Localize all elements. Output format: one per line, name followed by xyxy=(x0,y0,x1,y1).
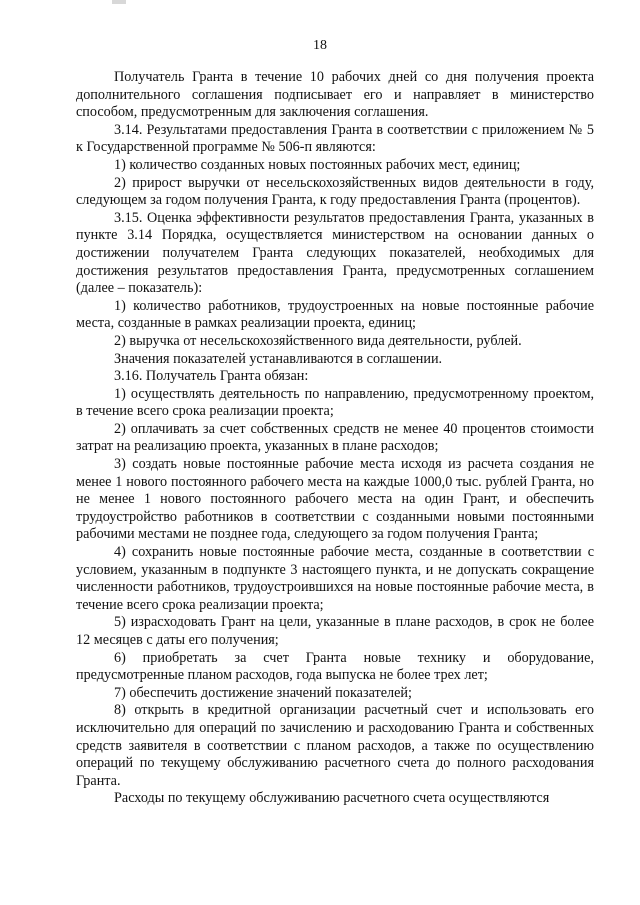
paragraph-grant-agreement-signing: Получатель Гранта в течение 10 рабочих дней со дня получения проекта дополнительного соглашения подписывает его и направляет в министерство способом, предусмотренным для заключения соглашения. xyxy=(76,69,594,121)
paragraph-3-14-results: 3.14. Результатами предоставления Гранта в соответствии с приложением № 5 к Государственной программе № 506-п являются: xyxy=(76,121,594,156)
page-number: 18 xyxy=(313,38,327,53)
paragraph-account-expenses: Расходы по текущему обслуживанию расчетного счета осуществляются xyxy=(114,790,550,807)
paragraph-obligation-6: 6) приобретать за счет Гранта новые технику и оборудование, предусмотренные планом расходов, года выпуска не более трех лет; xyxy=(76,649,594,684)
paragraph-3-15-evaluation: 3.15. Оценка эффективности результатов предоставления Гранта, указанных в пункте 3.14 Порядка, осуществляется министерством на основании данных о достижении получателем Гранта следующих показателей, необходимых для достижения результатов предоставления Гранта, предусмотренных соглашением (далее – показатель): xyxy=(76,209,594,297)
paragraph-obligation-4: 4) сохранить новые постоянные рабочие места, созданные в соответствии с условием, указанным в подпункте 3 настоящего пункта, и не допускать сокращение численности работников, трудоустроившихся на новые постоянные рабочие места, в течение всего срока реализации проекта; xyxy=(76,544,594,613)
paragraph-indicator-revenue: 2) выручка от несельскохозяйственного вида деятельности, рублей. xyxy=(114,332,522,349)
paragraph-obligation-3: 3) создать новые постоянные рабочие места исходя из расчета создания не менее 1 нового постоянного рабочего места на каждые 1000,0 тыс. рублей Гранта, но не менее 1 нового постоянного рабочего места на один Грант, и обеспечить трудоустройство работников в соответствии с созданными новыми постоянными рабочими местами не позднее года, следующего за годом получения Гранта; xyxy=(76,456,594,543)
document-body xyxy=(76,69,594,808)
paragraph-obligation-2: 2) оплачивать за счет собственных средств не менее 40 процентов стоимости затрат на реализацию проекта, указанных в плане расходов; xyxy=(76,420,594,455)
paragraph-indicator-values: Значения показателей устанавливаются в соглашении. xyxy=(114,350,443,367)
paragraph-obligation-1: 1) осуществлять деятельность по направлению, предусмотренному проектом, в течение всего срока реализации проекта; xyxy=(76,385,594,420)
paragraph-result-revenue-growth: 2) прирост выручки от несельскохозяйственных видов деятельности в году, следующем за годом получения Гранта, к году предоставления Гранта (процентов). xyxy=(76,174,594,209)
scan-artifact xyxy=(112,0,126,4)
paragraph-indicator-employees: 1) количество работников, трудоустроенных на новые постоянные рабочие места, созданные в рамках реализации проекта, единиц; xyxy=(76,297,594,332)
paragraph-obligation-5: 5) израсходовать Грант на цели, указанные в плане расходов, в срок не более 12 месяцев с даты его получения; xyxy=(76,614,594,648)
paragraph-obligation-8: 8) открыть в кредитной организации расчетный счет и использовать его исключительно для операций по зачислению и расходованию Гранта и собственных средств заявителя в соответствии с планом расходов, а также по осуществлению операций по текущему обслуживанию расчетного счета до полного расходования Гранта. xyxy=(76,702,594,789)
paragraph-obligation-7: 7) обеспечить достижение значений показателей; xyxy=(114,684,412,701)
paragraph-3-16-obligations: 3.16. Получатель Гранта обязан: xyxy=(114,368,309,385)
paragraph-result-jobs-created: 1) количество созданных новых постоянных рабочих мест, единиц; xyxy=(114,156,521,173)
